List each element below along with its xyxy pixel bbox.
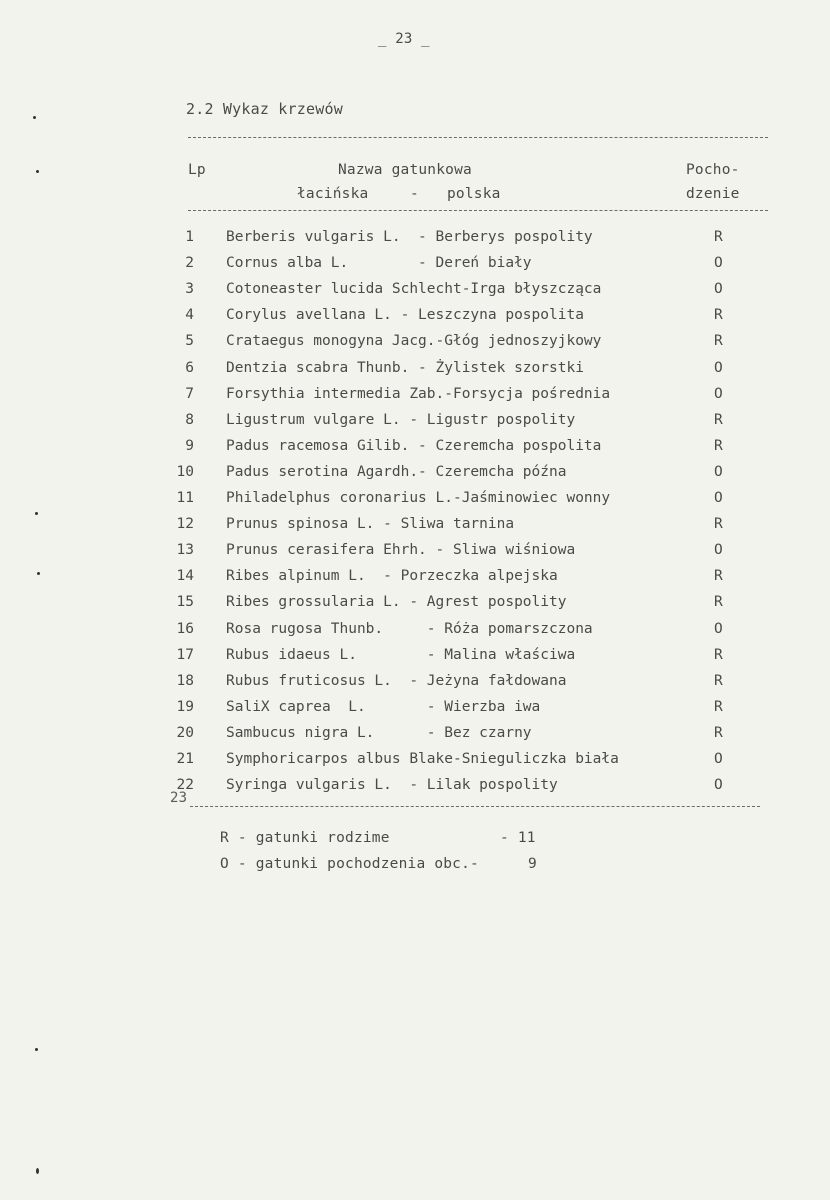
table-bottom-rule (190, 806, 760, 807)
margin-speck (36, 170, 39, 173)
table-row (0, 725, 830, 751)
origin-code: R (714, 307, 723, 324)
row-number: 14 (176, 568, 194, 585)
column-header-origin-line1: Pocho- (686, 162, 740, 178)
origin-code: R (714, 437, 723, 454)
row-number: 5 (185, 333, 194, 350)
margin-speck (35, 512, 38, 515)
row-number: 6 (185, 359, 194, 376)
table-row (0, 751, 830, 777)
species-name: Syringa vulgaris L. - Lilak pospolity (226, 777, 558, 794)
origin-code: O (714, 463, 723, 480)
row-number: 8 (185, 411, 194, 428)
origin-code: R (714, 594, 723, 611)
species-name: Padus racemosa Gilib. - Czeremcha pospolita (226, 437, 602, 454)
species-name: SaliX caprea L. - Wierzba iwa (226, 698, 541, 715)
row-number: 10 (176, 463, 194, 480)
column-header-origin-line2: dzenie (686, 186, 740, 202)
species-name: Cornus alba L. - Dereń biały (226, 255, 532, 272)
row-number: 22 (176, 777, 194, 794)
table-row (0, 699, 830, 725)
species-name: Dentzia scabra Thunb. - Żylistek szorstki (226, 359, 584, 376)
species-name: Crataegus monogyna Jacg.-Głóg jednoszyjkowy (226, 333, 602, 350)
table-row (0, 647, 830, 673)
table-row (0, 386, 830, 412)
table-row (0, 568, 830, 594)
row-number: 3 (185, 281, 194, 298)
species-name: Corylus avellana L. - Leszczyna pospolita (226, 307, 584, 324)
origin-code: O (714, 620, 723, 637)
species-name: Ligustrum vulgare L. - Ligustr pospolity (226, 411, 576, 428)
table-row (0, 360, 830, 386)
table-row (0, 542, 830, 568)
table-row (0, 673, 830, 699)
species-name: Rubus idaeus L. - Malina właściwa (226, 646, 576, 663)
row-number: 19 (176, 698, 194, 715)
column-header-name: Nazwa gatunkowa (338, 162, 472, 178)
species-name: Prunus spinosa L. - Sliwa tarnina (226, 516, 515, 533)
origin-code: O (714, 385, 723, 402)
origin-code: O (714, 777, 723, 794)
origin-code: R (714, 229, 723, 245)
table-row (0, 594, 830, 620)
table-row (0, 307, 830, 333)
species-name: Padus serotina Agardh.- Czeremcha późna (226, 463, 567, 480)
table-row (0, 333, 830, 359)
row-number: 11 (176, 490, 194, 506)
table-row (0, 281, 830, 307)
origin-code: R (714, 516, 723, 533)
table-row (0, 255, 830, 281)
row-number: 9 (185, 437, 194, 454)
row-number: 20 (176, 724, 194, 741)
origin-code: R (714, 411, 723, 428)
table-row (0, 516, 830, 542)
origin-code: O (714, 490, 723, 506)
origin-code: R (714, 672, 723, 689)
row-number: 15 (176, 594, 194, 611)
page-number: _ 23 _ (378, 31, 430, 47)
origin-code: O (714, 542, 723, 559)
column-header-dash: - (410, 186, 419, 202)
table-row (0, 464, 830, 490)
table-top-rule (188, 137, 768, 138)
table-row (0, 490, 830, 516)
species-name: Forsythia intermedia Zab.-Forsycja pośrednia (226, 385, 611, 402)
species-name: Berberis vulgaris L. - Berberys pospolity (226, 229, 593, 245)
origin-code: R (714, 724, 723, 741)
summary-foreign-value: 9 (528, 856, 537, 872)
column-header-polish: polska (447, 186, 501, 202)
species-name: Ribes grossularia L. - Agrest pospolity (226, 594, 567, 611)
table-row (0, 621, 830, 647)
table-header-rule (188, 210, 768, 211)
table-row (0, 412, 830, 438)
row-number: 1 (185, 229, 194, 245)
table-row (0, 777, 830, 803)
origin-code: R (714, 646, 723, 663)
species-name: Cotoneaster lucida Schlecht-Irga błyszcząca (226, 281, 602, 298)
section-heading: 2.2 Wykaz krzewów (186, 100, 343, 118)
species-name: Philadelphus coronarius L.-Jaśminowiec wonny (226, 490, 611, 506)
margin-speck (35, 1048, 38, 1051)
row-number: 17 (176, 646, 194, 663)
row-number: 12 (176, 516, 194, 533)
margin-speck (36, 1168, 39, 1174)
table-row (0, 229, 830, 255)
origin-code: R (714, 333, 723, 350)
margin-speck (37, 572, 40, 575)
summary-native-label: R - gatunki rodzime (220, 830, 390, 846)
column-header-lp: Lp (188, 162, 206, 178)
origin-code: R (714, 568, 723, 585)
row-number: 13 (176, 542, 194, 559)
column-header-latin: łacińska (297, 186, 369, 202)
origin-code: O (714, 255, 723, 272)
species-name: Prunus cerasifera Ehrh. - Sliwa wiśniowa (226, 542, 576, 559)
row-number-tail: 23 (170, 790, 188, 806)
origin-code: O (714, 359, 723, 376)
origin-code: R (714, 698, 723, 715)
row-number: 18 (176, 672, 194, 689)
species-name: Symphoricarpos albus Blake-Snieguliczka biała (226, 751, 619, 767)
table-row (0, 438, 830, 464)
row-number: 7 (185, 385, 194, 402)
species-name: Sambucus nigra L. - Bez czarny (226, 724, 532, 741)
origin-code: O (714, 751, 723, 767)
row-number: 2 (185, 255, 194, 272)
summary-native-value: - 11 (500, 830, 536, 846)
row-number: 21 (176, 751, 194, 767)
origin-code: O (714, 281, 723, 298)
row-number: 4 (185, 307, 194, 324)
row-number: 16 (176, 620, 194, 637)
margin-speck (33, 116, 36, 119)
species-name: Ribes alpinum L. - Porzeczka alpejska (226, 568, 558, 585)
species-name: Rosa rugosa Thunb. - Róża pomarszczona (226, 620, 593, 637)
summary-foreign-label: O - gatunki pochodzenia obc.- (220, 856, 479, 872)
species-name: Rubus fruticosus L. - Jeżyna fałdowana (226, 672, 567, 689)
